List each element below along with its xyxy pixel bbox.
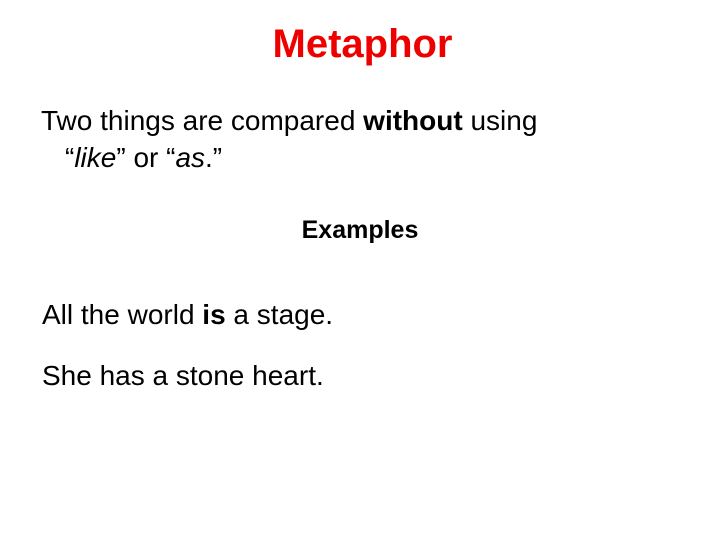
word-as: as xyxy=(175,142,206,173)
definition-part-1: Two things are compared xyxy=(41,105,364,136)
word-like: like xyxy=(74,142,117,173)
example-1 xyxy=(42,297,333,333)
open-quote: “ xyxy=(65,142,75,173)
slide-title: Metaphor xyxy=(272,22,453,66)
definition-line-2 xyxy=(41,139,681,176)
definition-emphasis: without xyxy=(363,105,463,136)
examples-heading: Examples xyxy=(301,216,419,244)
definition-part-2: using xyxy=(462,105,538,136)
or-text: ” or “ xyxy=(116,142,176,173)
example-1-emphasis: is xyxy=(202,299,226,330)
example-1-after: a stage. xyxy=(225,299,334,330)
example-1-before: All the world xyxy=(42,299,203,330)
definition-text xyxy=(41,102,681,176)
close-quote: .” xyxy=(205,142,223,173)
example-2: She has a stone heart. xyxy=(42,360,324,391)
